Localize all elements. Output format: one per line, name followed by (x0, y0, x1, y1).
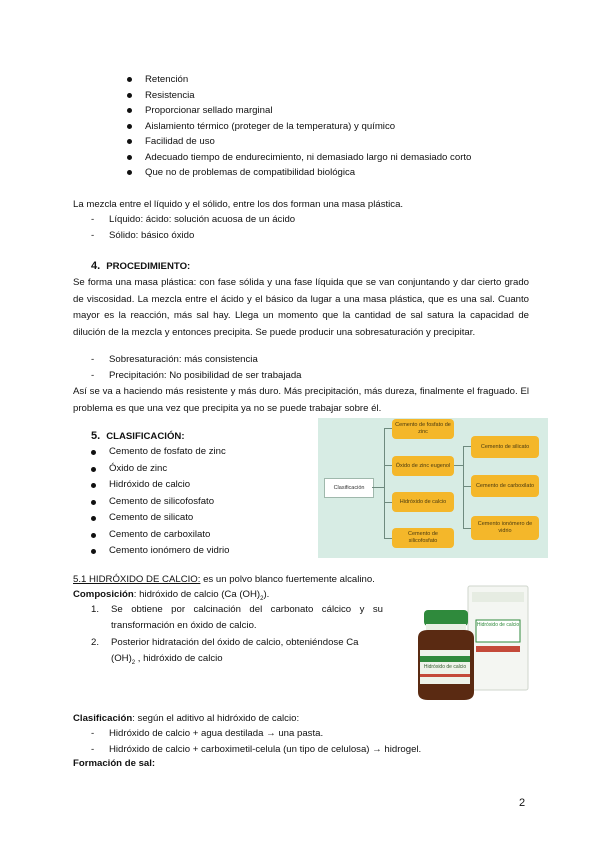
list-item: Cemento de silicofosfato (91, 494, 230, 511)
list-item: Resistencia (127, 88, 471, 104)
connector (384, 428, 392, 429)
procedure-heading (91, 260, 190, 272)
connector (384, 538, 392, 539)
connector (463, 486, 471, 487)
product-label-box: Hidróxido de calcio (423, 664, 467, 670)
list-item: - Precipitación: No posibilidad de ser trabajada (91, 370, 302, 381)
classification-list (91, 444, 230, 560)
list-item: Óxido de zinc (91, 461, 230, 478)
product-image (402, 580, 532, 710)
list-item: Que no de problemas de compatibilidad biológica (127, 165, 471, 181)
list-item: 1. Se obtiene por calcinación del carbonato cálcico y su transformación en óxido de calcio. (91, 604, 383, 631)
connector (372, 487, 384, 488)
list-item: Cemento de silicato (91, 510, 230, 527)
list-item: Cemento ionómero de vidrio (91, 543, 230, 560)
classification-title: CLASIFICACIÓN: (106, 431, 185, 442)
list-item: - Sólido: básico óxido (91, 230, 195, 241)
bottle-illustration (402, 580, 532, 710)
calcium-steps (91, 602, 383, 671)
diagram-node: Cemento de silicofosfato (392, 528, 454, 548)
diagram-node: Óxido de zinc eugenol (392, 456, 454, 476)
page-number: 2 (519, 797, 526, 809)
diagram-node: Cemento ionómero de vidrio (471, 516, 539, 540)
connector (454, 465, 463, 466)
procedure-text-2: Así se va a haciendo más resistente y más duro. Más precipitación, más dureza, finalmente el fraguado. El problema es que una vez que precipita ya no se puede trabajar sobre él. (73, 386, 529, 414)
connector (463, 446, 464, 528)
diagram-node: Cemento de fosfato de zinc (392, 419, 454, 439)
calcium-title-line (73, 574, 375, 585)
properties-list (127, 72, 471, 181)
list-item: Hidróxido de calcio (91, 477, 230, 494)
procedure-list (91, 352, 302, 384)
connector (463, 446, 471, 447)
list-item: Facilidad de uso (127, 134, 471, 150)
classification-number: 5. (91, 430, 101, 442)
diagram-node: Cemento de carboxilato (471, 475, 539, 497)
calcium-desc: es un polvo blanco fuertemente alcalino. (200, 574, 375, 585)
connector (384, 428, 385, 538)
diagram-node: Hidróxido de calcio (392, 492, 454, 512)
diagram-root: Clasificación (324, 478, 374, 498)
list-item: Cemento de carboxilato (91, 527, 230, 544)
procedure-text: Se forma una masa plástica: con fase sólida y una fase líquida que se van conjuntando y dar cierto grado de viscosidad. La mezcla entre el ácido y el básico da lugar a una masa plástica, que es una sal. Cuanto mayor es la reacción, más sal hay. Llega un momento que la cantidad de sal satura la capacidad de dilución de la mezcla y entonces precipita. Se puede producir una sobresaturación y precipitar. (73, 277, 529, 338)
calcium-classification: Clasificación: según el aditivo al hidróxido de calcio: (73, 713, 300, 724)
mix-intro: La mezcla entre el líquido y el sólido, entre los dos forman una masa plástica. (73, 199, 404, 210)
list-item: - Sobresaturación: más consistencia (91, 354, 258, 365)
list-item: - Hidróxido de calcio + carboximetil-celula (un tipo de celulosa) → hidrogel. (91, 744, 422, 755)
classification-diagram (318, 418, 548, 558)
list-item: - Líquido: ácido: solución acuosa de un ácido (91, 214, 296, 225)
procedure-title: PROCEDIMIENTO: (106, 261, 191, 272)
diagram-node: Cemento de silicato (471, 436, 539, 458)
connector (384, 465, 392, 466)
calcium-composition: Composición: hidróxido de calcio (Ca $(OH)_2$). (73, 589, 270, 602)
list-item: - Hidróxido de calcio + agua destilada → una pasta. (91, 728, 324, 739)
classification-heading (91, 430, 185, 442)
list-item: 2. Posterior hidratación del óxido de calcio, obteniéndose Ca $(OH)_2$ , hidróxido de calcio (91, 637, 359, 666)
calcium-title: 5.1 HIDRÓXIDO DE CALCIO: (73, 574, 201, 585)
connector (463, 528, 471, 529)
calcium-class-list (91, 726, 421, 758)
list-item: Adecuado tiempo de endurecimiento, ni demasiado largo ni demasiado corto (127, 150, 471, 166)
list-item: Proporcionar sellado marginal (127, 103, 471, 119)
mix-list (91, 212, 295, 244)
product-label-top: Hidróxido de calcio (476, 622, 520, 628)
list-item: Aislamiento térmico (proteger de la temperatura) y químico (127, 119, 471, 135)
list-item: Retención (127, 72, 471, 88)
list-item: Cemento de fosfato de zinc (91, 444, 230, 461)
connector (384, 502, 392, 503)
salt-formation: Formación de sal: (73, 758, 156, 769)
procedure-number: 4. (91, 260, 101, 272)
